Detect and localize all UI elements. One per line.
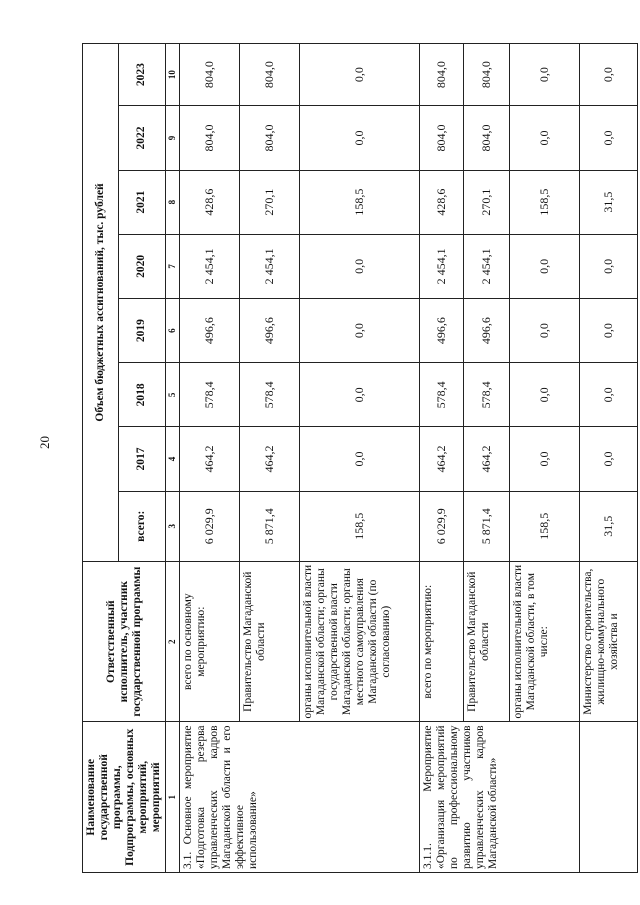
row-name: 3.1. Основное мероприятие «Подготовка резерва управленческих кадров Магаданской области и его эффективное использование»: [180, 722, 420, 873]
row-executor: Министерство строительства, жилищно-коммунального хозяйства и: [580, 561, 638, 722]
value-cell: 496,6: [464, 298, 510, 362]
value-cell: 2 454,1: [240, 234, 300, 298]
header-name: Наименование государственной программы, Подпрограммы, основных мероприятий, мероприятий: [83, 722, 166, 873]
value-cell: 2 454,1: [464, 234, 510, 298]
row-executor: органы исполнительной власти Магаданской области; органы государственной власти Магаданской области; органы местного самоуправления Магаданской области (по согласованию): [300, 561, 420, 722]
header-year: 2021: [118, 170, 165, 234]
value-cell: 804,0: [180, 44, 240, 106]
value-cell: 158,5: [300, 170, 420, 234]
header-year: 2020: [118, 234, 165, 298]
value-cell: 0,0: [510, 427, 580, 491]
value-cell: 0,0: [300, 234, 420, 298]
value-cell: 0,0: [580, 234, 638, 298]
value-cell: 496,6: [420, 298, 464, 362]
value-cell: 158,5: [300, 491, 420, 561]
value-cell: 804,0: [464, 106, 510, 170]
row-executor: органы исполнительной власти Магаданской области, в том числе:: [510, 561, 580, 722]
value-cell: 6 029,9: [180, 491, 240, 561]
value-cell: 5 871,4: [240, 491, 300, 561]
value-cell: 0,0: [510, 44, 580, 106]
value-cell: 0,0: [510, 234, 580, 298]
column-index: 9: [166, 106, 180, 170]
value-cell: 0,0: [300, 106, 420, 170]
header-budget: Объем бюджетных ассигнований, тыс. рублей: [83, 44, 119, 562]
header-year: 2018: [118, 363, 165, 427]
row-name-empty: [580, 722, 638, 873]
header-executor: Ответственный исполнитель, участник государственной программы: [83, 561, 166, 722]
value-cell: 804,0: [464, 44, 510, 106]
budget-table-page: [82, 43, 620, 873]
value-cell: 0,0: [300, 427, 420, 491]
value-cell: 0,0: [510, 298, 580, 362]
row-name: 3.1.1. Мероприятие «Организация мероприятий по профессиональному развитию участников управленческих кадров Магаданской области»: [420, 722, 580, 873]
value-cell: 464,2: [240, 427, 300, 491]
value-cell: 2 454,1: [420, 234, 464, 298]
value-cell: 496,6: [240, 298, 300, 362]
value-cell: 6 029,9: [420, 491, 464, 561]
header-year: 2022: [118, 106, 165, 170]
column-index: 2: [166, 561, 180, 722]
row-executor: всего по мероприятию:: [420, 561, 464, 722]
value-cell: 496,6: [180, 298, 240, 362]
value-cell: 31,5: [580, 491, 638, 561]
value-cell: 578,4: [420, 363, 464, 427]
value-cell: 578,4: [464, 363, 510, 427]
column-index: 6: [166, 298, 180, 362]
value-cell: 270,1: [240, 170, 300, 234]
column-index: 8: [166, 170, 180, 234]
value-cell: 0,0: [580, 298, 638, 362]
value-cell: 578,4: [240, 363, 300, 427]
value-cell: 804,0: [240, 106, 300, 170]
page-number: 20: [37, 436, 52, 449]
value-cell: 5 871,4: [464, 491, 510, 561]
column-index: 7: [166, 234, 180, 298]
value-cell: 0,0: [300, 44, 420, 106]
value-cell: 0,0: [510, 106, 580, 170]
column-index: 4: [166, 427, 180, 491]
value-cell: 464,2: [420, 427, 464, 491]
value-cell: 2 454,1: [180, 234, 240, 298]
value-cell: 0,0: [580, 44, 638, 106]
column-index: 1: [166, 722, 180, 873]
header-year: 2017: [118, 427, 165, 491]
value-cell: 31,5: [580, 170, 638, 234]
value-cell: 0,0: [510, 363, 580, 427]
value-cell: 428,6: [180, 170, 240, 234]
table-row: [580, 44, 638, 873]
value-cell: 804,0: [180, 106, 240, 170]
value-cell: 464,2: [464, 427, 510, 491]
table-row: [180, 44, 240, 873]
table-row: [420, 44, 464, 873]
value-cell: 804,0: [420, 106, 464, 170]
value-cell: 804,0: [420, 44, 464, 106]
value-cell: 0,0: [580, 427, 638, 491]
column-index: 10: [166, 44, 180, 106]
value-cell: 158,5: [510, 170, 580, 234]
column-index: 3: [166, 491, 180, 561]
value-cell: 578,4: [180, 363, 240, 427]
value-cell: 0,0: [300, 298, 420, 362]
header-year: 2023: [118, 44, 165, 106]
value-cell: 428,6: [420, 170, 464, 234]
value-cell: 804,0: [240, 44, 300, 106]
budget-table: [82, 43, 638, 873]
row-executor: Правительство Магаданской области: [240, 561, 300, 722]
header-year: 2019: [118, 298, 165, 362]
column-index: 5: [166, 363, 180, 427]
row-executor: Правительство Магаданской области: [464, 561, 510, 722]
row-executor: всего по основному мероприятию:: [180, 561, 240, 722]
value-cell: 0,0: [300, 363, 420, 427]
value-cell: 270,1: [464, 170, 510, 234]
value-cell: 0,0: [580, 363, 638, 427]
value-cell: 464,2: [180, 427, 240, 491]
value-cell: 0,0: [580, 106, 638, 170]
value-cell: 158,5: [510, 491, 580, 561]
header-total: всего:: [118, 491, 165, 561]
